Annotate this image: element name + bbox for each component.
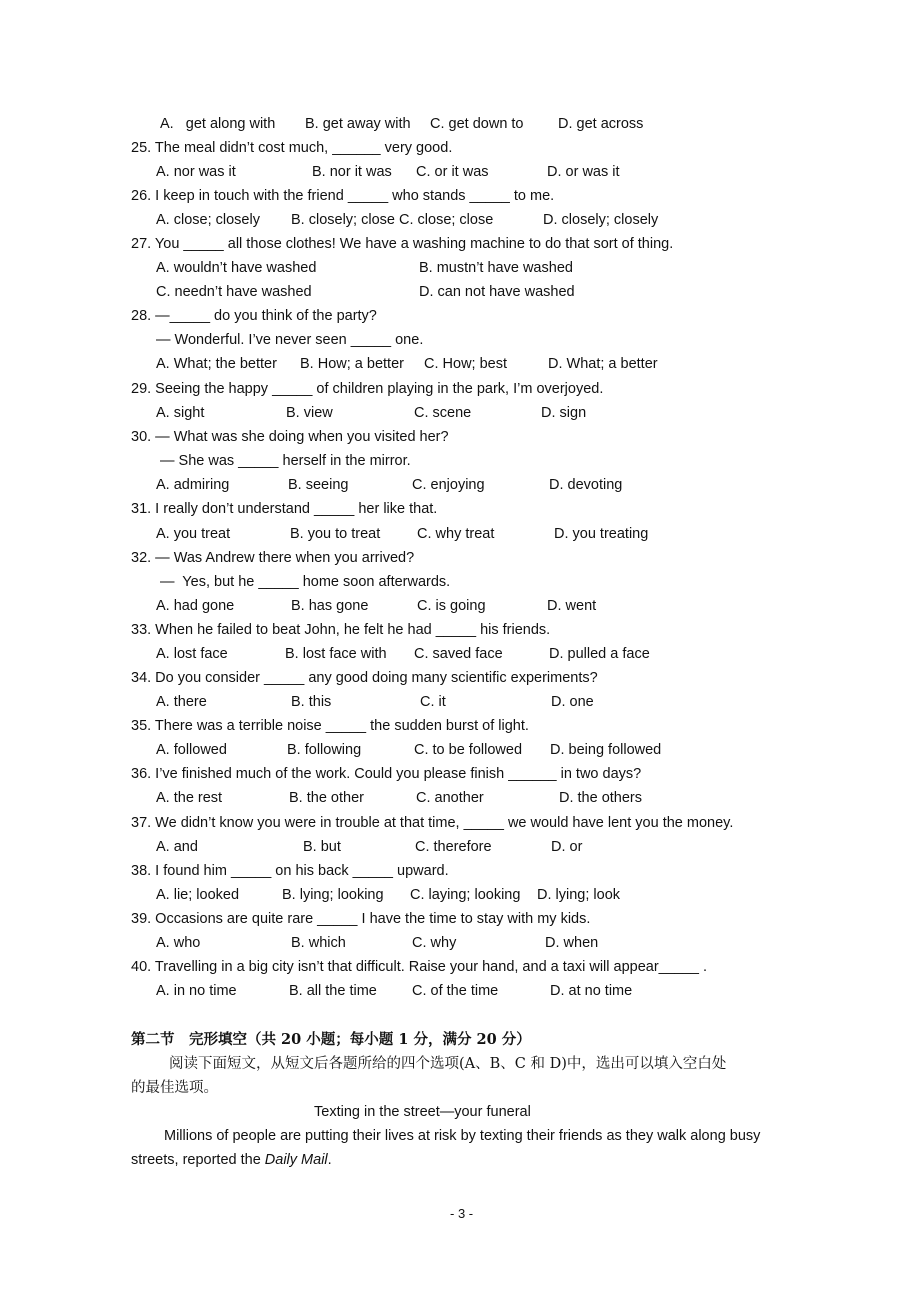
answer-option: D. closely; closely — [543, 212, 659, 228]
question-stem: 40. Travelling in a big city isn’t that difficult. Raise your hand, and a taxi will appear_____ . — [131, 959, 708, 975]
answer-option: A. followed — [156, 742, 227, 758]
answer-option: A. you treat — [156, 526, 231, 542]
question-stem: 33. When he failed to beat John, he felt he had _____ his friends. — [131, 622, 551, 638]
answer-option: D. or was it — [547, 164, 620, 180]
answer-option: C. another — [416, 790, 484, 806]
answer-option: C. get down to — [430, 116, 524, 132]
answer-option: B. following — [287, 742, 362, 758]
answer-option: C. enjoying — [412, 477, 485, 493]
question-stem: 25. The meal didn’t cost much, ______ very good. — [131, 140, 453, 156]
answer-option: B. get away with — [305, 116, 411, 132]
section-instruction-cont: 的最佳选项。 — [131, 1080, 218, 1096]
question-stem: 34. Do you consider _____ any good doing many scientific experiments? — [131, 670, 598, 686]
answer-option: A. and — [156, 839, 198, 855]
passage-text: Millions of people are putting their lives at risk by texting their friends as they walk along busy — [164, 1128, 761, 1144]
answer-option: D. can not have washed — [419, 284, 575, 300]
answer-option: B. all the time — [289, 983, 377, 999]
answer-option: C. laying; looking — [410, 887, 521, 903]
answer-option: A. get along with — [160, 116, 276, 132]
answer-option: B. lost face with — [285, 646, 387, 662]
answer-option: A. nor was it — [156, 164, 236, 180]
answer-option: B. you to treat — [290, 526, 381, 542]
answer-option: B. closely; close — [291, 212, 395, 228]
answer-option: B. mustn’t have washed — [419, 260, 573, 276]
answer-option: D. you treating — [554, 526, 649, 542]
question-stem: 29. Seeing the happy _____ of children playing in the park, I’m overjoyed. — [131, 381, 604, 397]
section-instruction: 阅读下面短文，从短文后各题所给的四个选项(A、B、C 和 D)中，选出可以填入空白处 — [169, 1056, 727, 1072]
answer-option: A. the rest — [156, 790, 223, 806]
dialogue-line: — She was _____ herself in the mirror. — [160, 453, 411, 469]
answer-option: D. What; a better — [548, 356, 658, 372]
answer-option: C. saved face — [414, 646, 503, 662]
answer-option: D. one — [551, 694, 594, 710]
question-stem: 38. I found him _____ on his back _____ upward. — [131, 863, 449, 879]
answer-option: A. lost face — [156, 646, 228, 662]
answer-option: B. lying; looking — [282, 887, 384, 903]
answer-option: D. when — [545, 935, 599, 951]
answer-option: C. or it was — [416, 164, 489, 180]
answer-option: C. close; close — [399, 212, 494, 228]
question-stem: 36. I’ve finished much of the work. Could you please finish ______ in two days? — [131, 766, 642, 782]
question-stem: 31. I really don’t understand _____ her like that. — [131, 501, 438, 517]
question-stem: 32. — Was Andrew there when you arrived? — [131, 550, 415, 566]
answer-option: C. to be followed — [414, 742, 523, 758]
answer-option: C. it — [420, 694, 446, 710]
question-stem: 35. There was a terrible noise _____ the sudden burst of light. — [131, 718, 529, 734]
answer-option: A. close; closely — [156, 212, 260, 228]
section-heading: 第二节 完形填空（共 20 小题；每小题 1 分，满分 20 分） — [131, 1031, 531, 1048]
question-stem: 39. Occasions are quite rare _____ I have the time to stay with my kids. — [131, 911, 591, 927]
question-stem: 37. We didn’t know you were in trouble at that time, _____ we would have lent you the money. — [131, 815, 734, 831]
answer-option: B. nor it was — [312, 164, 392, 180]
answer-option: A. lie; looked — [156, 887, 240, 903]
answer-option: D. went — [547, 598, 597, 614]
question-stem: 26. I keep in touch with the friend _____ who stands _____ to me. — [131, 188, 555, 204]
answer-option: C. of the time — [412, 983, 499, 999]
answer-option: B. seeing — [288, 477, 349, 493]
passage-text-end: . — [327, 1152, 332, 1168]
newspaper-name: Daily Mail — [264, 1152, 328, 1168]
question-stem: 28. —_____ do you think of the party? — [131, 308, 377, 324]
passage-text-cont — [131, 1150, 332, 1170]
answer-option: A. had gone — [156, 598, 235, 614]
answer-option: C. is going — [417, 598, 486, 614]
answer-option: D. devoting — [549, 477, 623, 493]
answer-option: C. scene — [414, 405, 472, 421]
answer-option: A. What; the better — [156, 356, 277, 372]
answer-option: C. why — [412, 935, 457, 951]
answer-option: D. pulled a face — [549, 646, 650, 662]
answer-option: B. this — [291, 694, 332, 710]
answer-option: B. the other — [289, 790, 364, 806]
answer-option: D. sign — [541, 405, 587, 421]
answer-option: C. therefore — [415, 839, 492, 855]
answer-option: B. view — [286, 405, 333, 421]
answer-option: D. get across — [558, 116, 644, 132]
answer-option: B. which — [291, 935, 346, 951]
answer-option: D. or — [551, 839, 583, 855]
question-stem: 27. You _____ all those clothes! We have a washing machine to do that sort of thing. — [131, 236, 674, 252]
answer-option: D. the others — [559, 790, 643, 806]
answer-option: A. admiring — [156, 477, 230, 493]
answer-option: D. at no time — [550, 983, 633, 999]
answer-option: C. How; best — [424, 356, 507, 372]
answer-option: C. needn’t have washed — [156, 284, 312, 300]
dialogue-line: — Wonderful. I’ve never seen _____ one. — [156, 332, 424, 348]
answer-option: A. who — [156, 935, 201, 951]
dialogue-line: — Yes, but he _____ home soon afterwards. — [160, 574, 451, 590]
answer-option: B. How; a better — [300, 356, 404, 372]
answer-option: B. but — [303, 839, 341, 855]
passage-title: Texting in the street—your funeral — [314, 1104, 531, 1120]
answer-option: D. lying; look — [537, 887, 621, 903]
passage-text-part: streets, reported the — [131, 1152, 265, 1168]
answer-option: A. wouldn’t have washed — [156, 260, 317, 276]
answer-option: B. has gone — [291, 598, 369, 614]
answer-option: A. there — [156, 694, 207, 710]
question-stem: 30. — What was she doing when you visited her? — [131, 429, 449, 445]
page-number: - 3 - — [450, 1206, 474, 1221]
answer-option: A. in no time — [156, 983, 237, 999]
answer-option: D. being followed — [550, 742, 662, 758]
answer-option: C. why treat — [417, 526, 495, 542]
answer-option: A. sight — [156, 405, 205, 421]
